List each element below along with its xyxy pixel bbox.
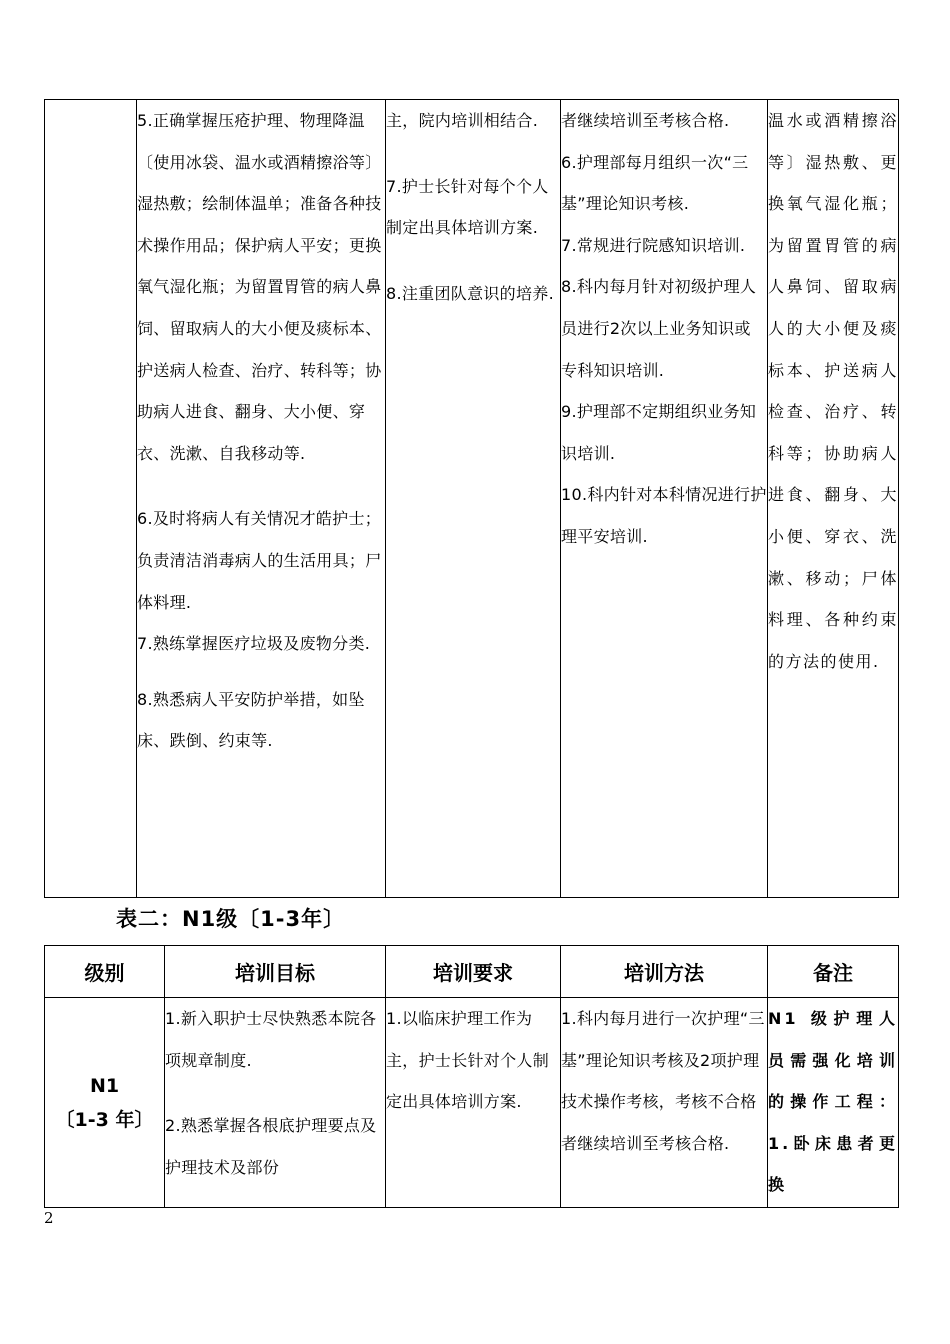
method-item-8: 8.科内每月针对初级护理人员进行2次以上业务知识或专科知识培训.	[561, 277, 757, 380]
goal-item-8: 8.熟悉病人平安防护举措，如坠床、跌倒、约束等.	[137, 689, 365, 751]
notes-cell-n1	[768, 998, 899, 1208]
level-code: N1	[89, 1074, 120, 1097]
goal-item-6: 6.及时将病人有关情况才皓护士；负责清洁消毒病人的生活用具；尸体料理.	[137, 509, 382, 612]
header-goals: 培训目标	[165, 946, 386, 998]
method-item-9: 9.护理部不定期组织业务知识培训.	[561, 402, 757, 463]
page-number: 2	[44, 1209, 54, 1227]
goal-item-5: 5.正确掌握压疮护理、物理降温〔使用冰袋、温水或酒精擦浴等〕湿热敷；绘制体温单；准备各种技术操作用品；保护病人平安；更换氧气湿化瓶；为留置胃管的病人鼻饲、留取病人的大小便及痰标本、护送病人检查、治疗、转科等；协助病人进食、翻身、大小便、穿衣、洗漱、自我移动等.	[137, 111, 382, 463]
methods-cell	[561, 998, 768, 1208]
requirement-item-1: 1.以临床护理工作为主，护士长针对个人制定出具体培训方案.	[386, 1009, 550, 1112]
method-item-7: 7.常规进行院感知识培训.	[561, 235, 746, 255]
level-years: 〔1-3 年〕	[55, 1108, 154, 1131]
goals-cell	[165, 998, 386, 1208]
method-item-6: 6.护理部每月组织一次“三基”理论知识考核.	[561, 152, 749, 214]
header-methods: 培训方法	[561, 946, 768, 998]
training-requirements-cell	[386, 100, 561, 898]
method-item-cont: 者继续培训至考核合格.	[561, 111, 730, 130]
level-cell	[45, 998, 165, 1208]
table-title: 表二：N1级〔1-3年〕	[116, 907, 346, 931]
notes-text-n1: N1 级护理人员需强化培训的操作工程：1.卧床患者更换	[768, 1009, 898, 1195]
level-cell-empty	[45, 100, 137, 898]
notes-text: 温水或酒精擦浴等〕湿热敷、更换氧气湿化瓶；为留置胃管的病人鼻饲、留取病人的大小便及痰标本、护送病人检查、治疗、转科等；协助病人进食、翻身、大小便、穿衣、洗漱、移动；尸体料理、各种约束的方法的使用.	[768, 111, 898, 671]
training-goals-cell	[137, 100, 386, 898]
requirement-item-cont: 主，院内培训相结合.	[386, 111, 539, 130]
method-item-1: 1.科内每月进行一次护理“三基”理论知识考核及2项护理技术操作考核，考核不合格者继续培训至考核合格.	[561, 1009, 765, 1153]
continued-training-table	[44, 99, 899, 898]
n1-training-table	[44, 945, 899, 1208]
goal-item-1: 1.新入职护士尽快熟悉本院各项规章制度.	[165, 1009, 377, 1070]
requirement-item-7: 7.护士长针对每个个人制定出具体培训方案.	[386, 176, 549, 238]
header-level: 级别	[45, 946, 165, 998]
requirement-item-8: 8.注重团队意识的培养.	[386, 283, 554, 303]
goal-item-7: 7.熟练掌握医疗垃圾及废物分类.	[137, 634, 371, 654]
requirements-cell	[386, 998, 561, 1208]
goal-item-2: 2.熟悉掌握各根底护理要点及护理技术及部份	[165, 1116, 377, 1177]
notes-cell	[768, 100, 899, 898]
header-notes: 备注	[768, 946, 899, 998]
method-item-10: 10.科内针对本科情况进行护理平安培训.	[561, 485, 767, 546]
header-requirements: 培训要求	[386, 946, 561, 998]
training-methods-cell	[561, 100, 768, 898]
